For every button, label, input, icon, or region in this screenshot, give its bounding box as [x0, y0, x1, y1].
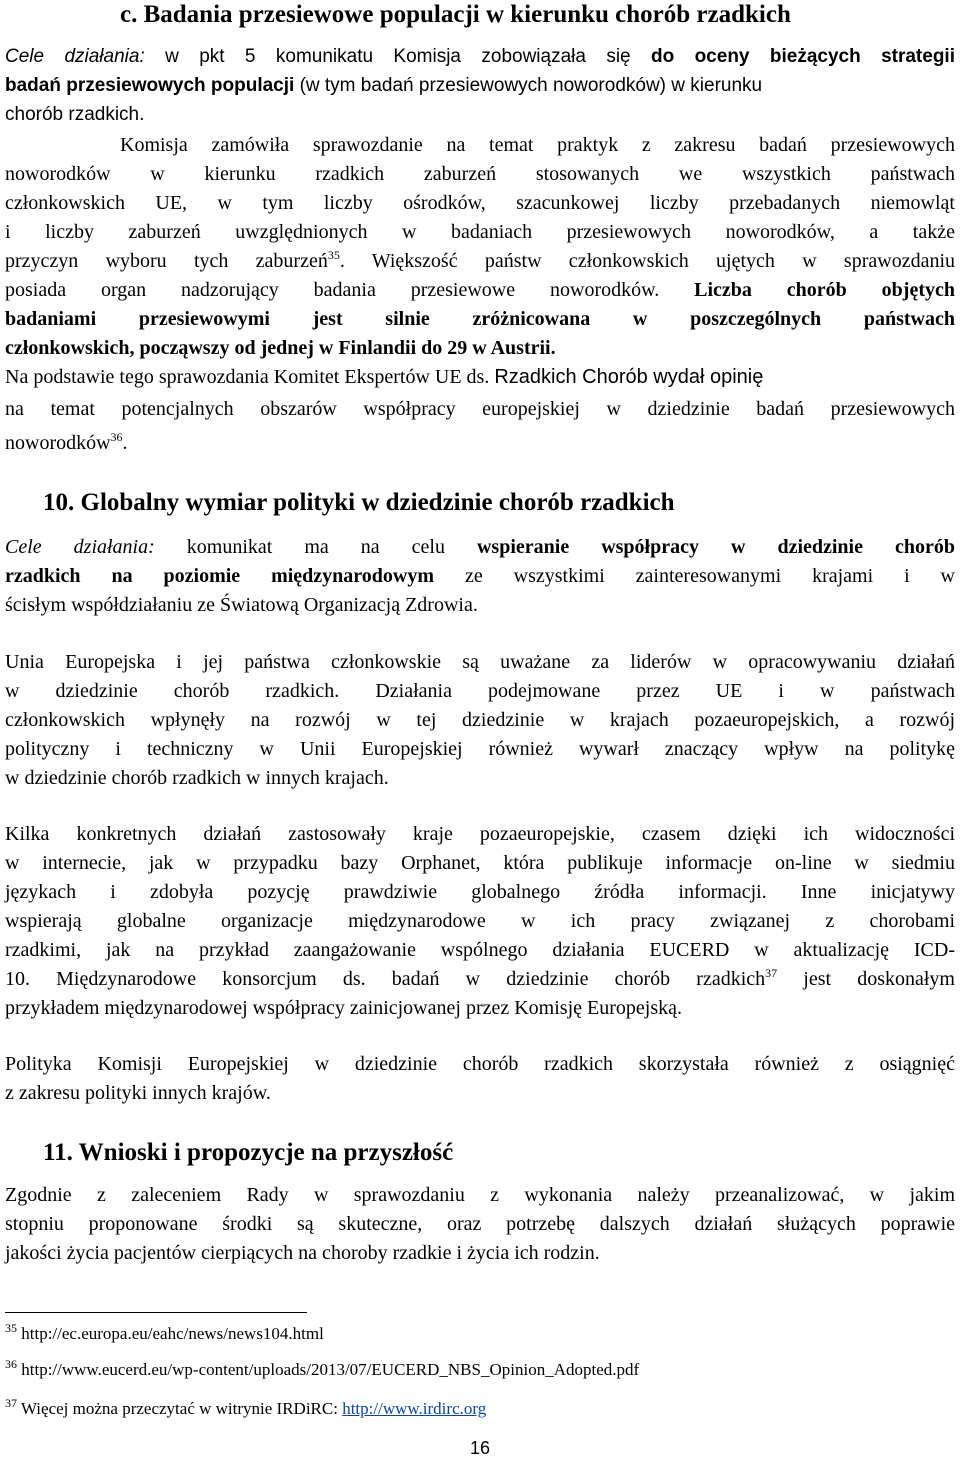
goal-label: Cele działania: — [5, 536, 155, 558]
section-c-heading: c. Badania przesiewowe populacji w kierunku chorób rzadkich — [120, 1, 791, 28]
footnote-ref-36[interactable]: 36 — [110, 430, 123, 444]
section-10-paragraph-1: Unia Europejska i jej państwa członkowskie są uważane za liderów w opracowywaniu działań w dziedzinie chorób rzadkich. Działania podejmowane przez UE i w państwach członkowskich wpłynęły na rozwój w tej dziedzinie w krajach pozaeuropejskich, a rozwój polityczny i techniczny w Unii Europejskiej również wywarł znaczący wpływ na politykę w dziedzinie chorób rzadkich w innych krajach. — [5, 651, 955, 789]
section-c-goal: Cele działania: w pkt 5 komunikatu Komisja zobowiązała się do oceny bieżących strategii badań przesiewowych populacji (w tym badań przesiewowych noworodków) w kierunku chorób rzadkich. — [5, 46, 955, 125]
footnote-35: $^{35}$ http://ec.europa.eu/eahc/news/news104.html — [5, 1321, 324, 1343]
section-11-heading: 11. Wnioski i propozycje na przyszłość — [43, 1139, 454, 1166]
footnote-url[interactable]: http://www.eucerd.eu/wp-content/uploads/2013/07/EUCERD_NBS_Opinion_Adopted.pdf — [17, 1360, 640, 1379]
footnote-ref-35[interactable]: 35 — [327, 248, 340, 262]
irdirc-link[interactable]: http://www.irdirc.org — [342, 1399, 487, 1418]
footnote-36: $^{36}$ http://www.eucerd.eu/wp-content/uploads/2013/07/EUCERD_NBS_Opinion_Adopted.pdf — [5, 1357, 640, 1379]
footnote-37: $^{37}$ Więcej można przeczytać w witrynie IRDiRC: http://www.irdirc.org — [5, 1396, 487, 1418]
page-number: 16 — [469, 1438, 491, 1458]
section-10-paragraph-2: Kilka konkretnych działań zastosowały kraje pozaeuropejskie, czasem dzięki ich widoczności w internecie, jak w przypadku bazy Orphanet, która publikuje informacje on-line w siedmiu językach i zdobyła pozycję prawdziwie globalnego źródła informacji. Inne inicjatywy wspierają globalne organizacje międzynarodowe w ich pracy związanej z chorobami rzadkimi, jak na przykład zaangażowanie wspólnego działania EUCERD w aktualizację ICD- 10. Międzynarodowe konsorcjum ds. badań w dziedzinie chorób rzadkich$^{37}$ jest doskonałym przykładem międzynarodowej współpracy zainicjowanej przez Komisję Europejską. — [5, 823, 955, 1019]
section-11-paragraph: Zgodnie z zaleceniem Rady w sprawozdaniu z wykonania należy przeanalizować, w jakim stopniu proponowane środki są skuteczne, oraz potrzebę dalszych działań służących poprawie jakości życia pacjentów cierpiących na choroby rzadkie i życia ich rodzin. — [5, 1184, 955, 1264]
goal-label: Cele działania: — [5, 46, 145, 67]
section-10-heading: 10. Globalny wymiar polityki w dziedzinie chorób rzadkich — [43, 489, 675, 516]
footnote-ref-37[interactable]: 37 — [765, 966, 778, 980]
section-c-paragraph-cont: noworodków w kierunku rzadkich zaburzeń stosowanych we wszystkich państwach członkowskich UE, w tym liczby ośrodków, szacunkowej liczby przebadanych niemowląt i liczby zaburzeń uwzględnionych w badaniach przesiewowych noworodków, a także przyczyn wyboru tych zaburzeń$^{35}$. Większość państw członkowskich ujętych w sprawozdaniu posiada organ nadzorujący badania przesiewowe noworodków. Liczba chorób objętych badaniami przesiewowymi jest silnie zróżnicowana w poszczególnych państwach członkowskich, począwszy od jednej w Finlandii do 29 w Austrii. Na podstawie tego sprawozdania Komitet Ekspertów UE ds. Rzadkich Chorób wydał opinię na temat potencjalnych obszarów współpracy europejskiej w dziedzinie badań przesiewowych noworodków$^{36}$. — [5, 163, 956, 454]
section-10-paragraph-3: Polityka Komisji Europejskiej w dziedzinie chorób rzadkich skorzystała również z osiągnięć z zakresu polityki innych krajów. — [5, 1053, 955, 1104]
section-10-goal: Cele działania: komunikat ma na celu wspieranie współpracy w dziedzinie chorób rzadkich na poziomie międzynarodowym ze wszystkimi zainteresowanymi krajami i w ścisłym współdziałaniu ze Światową Organizacją Zdrowia. — [5, 536, 955, 616]
footnote-url[interactable]: http://ec.europa.eu/eahc/news/news104.html — [17, 1324, 324, 1343]
section-c-paragraph: Komisja zamówiła sprawozdanie na temat praktyk z zakresu badań przesiewowych — [120, 134, 955, 156]
footnote-separator — [5, 1312, 307, 1313]
